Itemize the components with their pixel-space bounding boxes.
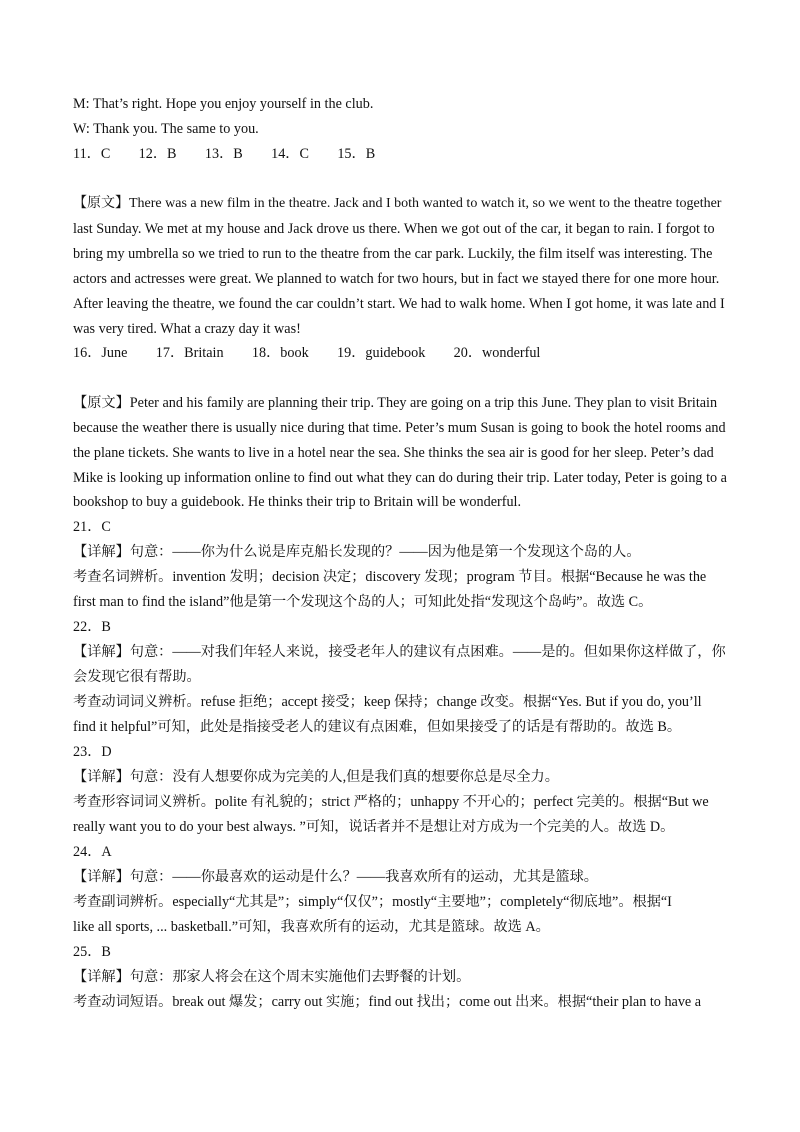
transcript-1-line: bring my umbrella so we tried to run to the theatre from the car park. Luckily, the film itself was interesting. The bbox=[73, 246, 713, 262]
explanation-line: 【详解】句意：——对我们年轻人来说，接受老年人的建议有点困难。——是的。但如果你这样做了，你 bbox=[73, 644, 726, 660]
explanation-line: like all sports, ... basketball.”可知，我喜欢所有的运动，尤其是篮球。故选 A。 bbox=[73, 919, 550, 935]
explanation-line: 【详解】句意：没有人想要你成为完美的人,但是我们真的想要你总是尽全力。 bbox=[73, 769, 559, 785]
answer-24: 24．A bbox=[73, 844, 112, 860]
explanation-line: really want you to do your best always. ”可知，说话者并不是想让对方成为一个完美的人。故选 D。 bbox=[73, 819, 675, 835]
explanation-line: 会发现它很有帮助。 bbox=[73, 669, 201, 685]
explanation-line: 考查动词短语。break out 爆发；carry out 实施；find out 找出；come out 出来。根据“their plan to have a bbox=[73, 994, 702, 1010]
transcript-2-line: 【原文】Peter and his family are planning their trip. They are going on a trip this June. They plan to visit Britain bbox=[73, 395, 718, 411]
transcript-2-line: Mike is looking up information online to find out what they can do during their trip. Later today, Peter is going to a bbox=[73, 470, 727, 486]
transcript-2-line: because the weather there is usually nice during that time. Peter’s mum Susan is going to book the hotel rooms and bbox=[73, 420, 726, 436]
answer-25: 25．B bbox=[73, 944, 111, 960]
answers-11-15: 11．C 12．B 13．B 14．C 15．B bbox=[73, 146, 376, 162]
answer-23: 23．D bbox=[73, 744, 112, 760]
explanation-line: 考查名词辨析。invention 发明；decision 决定；discovery 发现；program 节目。根据“Because he was the bbox=[73, 569, 707, 585]
transcript-2-line: bookshop to buy a guidebook. He thinks their trip to Britain will be wonderful. bbox=[73, 494, 522, 510]
answers-16-20: 16．June 17．Britain 18．book 19．guidebook 20．wonderful bbox=[73, 345, 541, 361]
explanation-line: 【详解】句意：——你为什么说是库克船长发现的？——因为他是第一个发现这个岛的人。 bbox=[73, 544, 641, 560]
dialogue-line-w: W: Thank you. The same to you. bbox=[73, 121, 259, 137]
transcript-1-line: was very tired. What a crazy day it was! bbox=[73, 321, 301, 337]
explanation-line: 考查副词辨析。especially“尤其是”；simply“仅仅”；mostly“主要地”；completely“彻底地”。根据“I bbox=[73, 894, 672, 910]
explanation-line: find it helpful”可知，此处是指接受老人的建议有点困难，但如果接受了的话是有帮助的。故选 B。 bbox=[73, 719, 682, 735]
transcript-2-line: the plane tickets. She wants to live in a hotel near the sea. She thinks the sea air is good for her sleep. Peter’s dad bbox=[73, 445, 714, 461]
explanation-line: 考查形容词词义辨析。polite 有礼貌的；strict 严格的；unhappy 不开心的；perfect 完美的。根据“But we bbox=[73, 794, 709, 810]
answer-21: 21．C bbox=[73, 519, 111, 535]
explanation-line: 考查动词词义辨析。refuse 拒绝；accept 接受；keep 保持；change 改变。根据“Yes. But if you do, you’ll bbox=[73, 694, 702, 710]
dialogue-line-m: M: That’s right. Hope you enjoy yourself in the club. bbox=[73, 96, 374, 112]
explanation-line: first man to find the island”他是第一个发现这个岛的人；可知此处指“发现这个岛屿”。故选 C。 bbox=[73, 594, 653, 610]
transcript-1-line: After leaving the theatre, we found the car couldn’t start. We had to walk home. When I got home, it was late and I bbox=[73, 296, 725, 312]
transcript-1-line: actors and actresses were great. We planned to watch for two hours, but in fact we stayed there for one more hour. bbox=[73, 271, 720, 287]
answer-22: 22．B bbox=[73, 619, 111, 635]
transcript-1-line: last Sunday. We met at my house and Jack drove us there. When we got out of the car, it began to rain. I forgot to bbox=[73, 221, 715, 237]
explanation-line: 【详解】句意：那家人将会在这个周末实施他们去野餐的计划。 bbox=[73, 969, 471, 985]
explanation-line: 【详解】句意：——你最喜欢的运动是什么？——我喜欢所有的运动，尤其是篮球。 bbox=[73, 869, 598, 885]
transcript-1-line: 【原文】There was a new film in the theatre. Jack and I both wanted to watch it, so we went to the theatre together bbox=[73, 196, 722, 211]
